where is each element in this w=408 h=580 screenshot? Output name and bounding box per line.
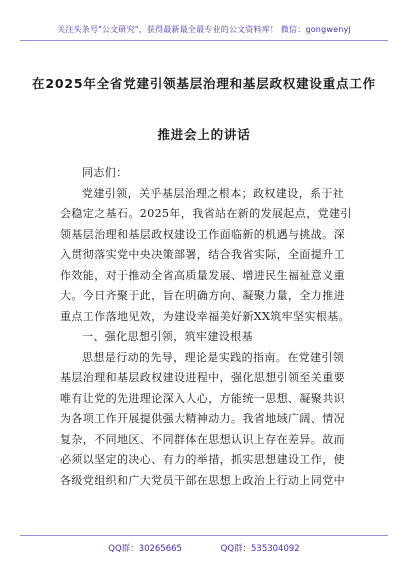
body-line: 重点工作落地见效，为建设幸福美好新XX筑牢坚实根基。 — [60, 309, 351, 323]
body-line: 党建引领，关乎基层治理之根本；政权建设，系于社 — [82, 186, 345, 200]
body-line: 领基层治理和基层政权建设工作面临新的机遇与挑战。深 — [60, 227, 345, 241]
body-line: 作效能，对于推动全省高质量发展、增进民生福祉意义重 — [60, 268, 345, 282]
body-line: 基层治理和基层政权建设进程中，强化思想引领至关重要 — [60, 371, 345, 384]
section-heading: 一、强化思想引领，筑牢建设根基 — [82, 330, 253, 343]
header-banner: 关注头条号"公文研究"，获得最新最全最专业的公文资料库！ 微信：gongwenyj — [20, 24, 388, 41]
body-line: 必须以坚定的决心、有力的举措，抓实思想建设工作，使 — [60, 453, 345, 466]
footer-qq-group-2: QQ群：535304092 — [220, 544, 300, 554]
body-line: 为各项工作开展提供强大精神动力。我省地域广阔、情况 — [60, 412, 345, 425]
body-line: 复杂，不同地区、不同群体在思想认识上存在差异。故而 — [60, 432, 345, 446]
body-line: 大。今日齐聚于此，旨在明确方向、凝聚力量，全力推进 — [60, 289, 345, 302]
body-line: 思想是行动的先导，理论是实践的指南。在党建引领 — [82, 350, 345, 364]
footer-qq-group-1: QQ群：30265665 — [108, 544, 182, 554]
document-title-line-1: 在2025年全省党建引领基层治理和基层政权建设重点工作 — [32, 76, 376, 91]
document-body — [60, 163, 352, 491]
body-line: 入贯彻落实党中央决策部署，结合我省实际，全面提升工 — [60, 248, 345, 261]
salutation: 同志们： — [82, 166, 128, 179]
footer — [20, 535, 388, 554]
body-line: 各级党组织和广大党员干部在思想上政治上行动上同党中 — [60, 473, 345, 487]
body-line: 会稳定之基石。2025年，我省站在新的发展起点，党建引 — [60, 207, 352, 220]
document-title-line-2: 推进会上的讲话 — [157, 127, 251, 142]
body-line: 唯有让党的先进理论深入人心，方能统一思想、凝聚共识 — [60, 391, 345, 405]
